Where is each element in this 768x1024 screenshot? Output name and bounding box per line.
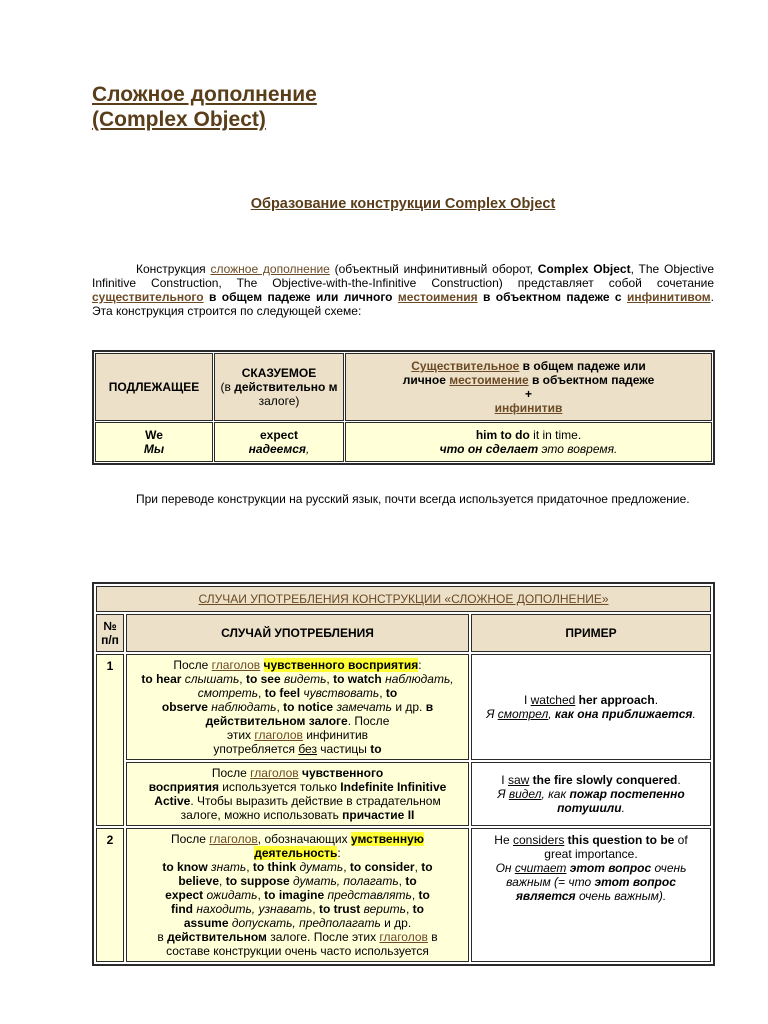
text: и др. [391, 700, 426, 714]
case-description [126, 762, 469, 826]
text: , [305, 442, 310, 456]
text: , [405, 902, 413, 916]
text: употребляется [213, 742, 299, 756]
text: , The Objective Infinitive Construction, The Objective-with-the-Infinitive Construction) представляет собой сочетание [92, 262, 715, 290]
text: believe [178, 874, 220, 888]
text: He [494, 833, 513, 847]
text: We [145, 428, 163, 442]
text: her approach [575, 693, 655, 707]
text: наблюдать, [381, 672, 454, 686]
text: , [398, 874, 406, 888]
text: причастие II [342, 808, 415, 822]
text: допускать, предполагать [228, 916, 381, 930]
text: частицы [316, 742, 371, 756]
section-subtitle[interactable]: Образование конструкции Complex Object [250, 196, 556, 212]
link-pronoun[interactable]: местоимения [397, 290, 478, 304]
text: this question to be [564, 833, 675, 847]
usage-table [92, 582, 715, 966]
text: , обозначающих [257, 832, 351, 846]
example-subject [95, 422, 213, 462]
text: Я [497, 787, 509, 801]
case-example [471, 762, 711, 826]
text: to [412, 902, 424, 916]
table-row [96, 828, 711, 962]
text: the fire slowly conquered [529, 773, 678, 787]
text: , [246, 860, 253, 874]
text: I [501, 773, 508, 787]
text: что он сделает [439, 442, 539, 456]
text: him to do [475, 428, 530, 442]
scheme-table [92, 350, 715, 465]
text: , как [541, 787, 570, 801]
text: думать, полагать [289, 874, 399, 888]
header-subject: ПОДЛЕЖАЩЕЕ [95, 353, 213, 421]
text: Complex Object [537, 262, 631, 276]
text: to [421, 860, 433, 874]
title-line-1: Сложное дополнение [92, 83, 317, 106]
text: Active [154, 794, 191, 808]
text: смотрел [497, 707, 549, 721]
text [260, 658, 263, 672]
usage-table-caption [96, 586, 711, 612]
text: to think [252, 860, 297, 874]
case-example [471, 828, 711, 962]
text: в общем падеже или личного [203, 290, 398, 304]
link-infinitive[interactable]: инфинитивом [627, 290, 711, 304]
text: , [379, 686, 386, 700]
text: это вовремя. [538, 442, 618, 456]
text: : [418, 658, 422, 672]
text: , [326, 672, 334, 686]
header-predicate [214, 353, 344, 421]
text: observe [161, 700, 208, 714]
usage-header-row [96, 614, 711, 652]
scheme-example-row [95, 422, 712, 462]
link-verbs[interactable]: глаголов [250, 766, 299, 780]
text: to see [245, 672, 281, 686]
text: наблюдать [207, 700, 277, 714]
text: личное [402, 373, 450, 387]
text: надеемся [248, 442, 306, 456]
case-example [471, 654, 711, 760]
scheme-header-row [95, 353, 712, 421]
header-number: № п/п [96, 614, 124, 652]
link-infinitive[interactable]: инфинитив [494, 401, 563, 415]
text: Конструкция [136, 262, 211, 276]
text: find [171, 902, 194, 916]
text: После [211, 766, 251, 780]
text: , [239, 672, 246, 686]
text: + [524, 387, 532, 401]
text: этих [226, 728, 255, 742]
text: , [257, 888, 265, 902]
text: , [411, 888, 419, 902]
page-title[interactable] [92, 82, 317, 132]
text: действительно м [234, 380, 338, 394]
text: используется только [218, 780, 341, 794]
intro-paragraph [92, 262, 714, 318]
translation-paragraph: При переводе конструкции на русский язык, почти всегда используется придаточное предложение. [136, 492, 690, 506]
text: Indefinite Infinitive [340, 780, 447, 794]
text: очень [651, 861, 687, 875]
row-number: 1 [96, 654, 124, 826]
text: expect [165, 888, 204, 902]
text: СКАЗУЕМОЕ [241, 366, 317, 380]
header-object [345, 353, 712, 421]
text: этот вопрос [566, 861, 652, 875]
case-description [126, 654, 469, 760]
text: , [548, 707, 555, 721]
text: I [523, 693, 531, 707]
text: залоге. После этих [266, 930, 380, 944]
text: to know [162, 860, 208, 874]
text: Я [486, 707, 498, 721]
text: считает [514, 861, 567, 875]
text: думать [296, 860, 344, 874]
usage-caption-link[interactable]: СЛУЧАИ УПОТРЕБЛЕНИЯ КОНСТРУКЦИИ «СЛОЖНОЕ ДОПОЛНЕНИЕ» [198, 592, 609, 606]
text: залоге) [258, 394, 300, 408]
text: в объектном падеже с [477, 290, 628, 304]
text: в [427, 930, 438, 944]
example-predicate [214, 422, 344, 462]
link-verbs[interactable]: глаголов [254, 728, 303, 742]
text: ожидать [203, 888, 258, 902]
text: слышать [181, 672, 240, 686]
case-description [126, 828, 469, 962]
text: to feel [264, 686, 301, 700]
text: , [276, 700, 284, 714]
link-verbs[interactable]: глаголов [379, 930, 428, 944]
text: верить [360, 902, 406, 916]
text: . Чтобы выразить действие в страдательном [190, 794, 441, 808]
text: После [173, 658, 212, 672]
text: чувственного восприятия [263, 658, 419, 672]
text: является [515, 889, 576, 903]
text: , [219, 874, 226, 888]
text: залоге, можно использовать [180, 808, 343, 822]
text: , [258, 686, 265, 700]
title-line-2: (Complex Object) [92, 108, 266, 131]
text: умственную [350, 832, 425, 846]
text: и др. [380, 916, 412, 930]
text: в [157, 930, 168, 944]
header-example: ПРИМЕР [471, 614, 711, 652]
example-object [345, 422, 712, 462]
text: Он [495, 861, 515, 875]
text: to [405, 874, 417, 888]
table-row [96, 762, 711, 826]
text: (объектный инфинитивный оборот, [329, 262, 538, 276]
link-verbs[interactable]: глаголов [211, 658, 261, 672]
header-case: СЛУЧАЙ УПОТРЕБЛЕНИЯ [126, 614, 469, 652]
text: to suppose [225, 874, 290, 888]
text: to [370, 742, 382, 756]
text: to notice [283, 700, 334, 714]
text: очень важным). [575, 889, 667, 903]
text: в общем падеже или [519, 359, 646, 373]
text: в [425, 700, 434, 714]
text: to [385, 686, 398, 700]
text: без [298, 742, 317, 756]
text: to [418, 888, 430, 902]
link-complex-object[interactable]: сложное дополнение [210, 262, 330, 276]
link-verbs[interactable]: глаголов [209, 832, 258, 846]
text: как она приближается [554, 707, 693, 721]
text: этот вопрос [594, 875, 676, 889]
text: of [674, 833, 688, 847]
text: . [654, 693, 659, 707]
text: замечать [333, 700, 392, 714]
text: . [692, 707, 696, 721]
text: , [414, 860, 422, 874]
text: saw [507, 773, 530, 787]
text: , [343, 860, 350, 874]
text: watched [530, 693, 576, 707]
text: действительном [167, 930, 267, 944]
text: to hear [141, 672, 182, 686]
text: видел [508, 787, 542, 801]
text: assume [183, 916, 229, 930]
text: expect [259, 428, 299, 442]
text: После [170, 832, 210, 846]
row-number: 2 [96, 828, 124, 962]
text: to trust [318, 902, 361, 916]
text: (в [220, 380, 235, 394]
text: Мы [143, 442, 165, 456]
text: considers [512, 833, 565, 847]
table-row [96, 654, 711, 760]
text: видеть [280, 672, 327, 686]
text: знать [207, 860, 247, 874]
text: , [312, 902, 319, 916]
text: . Эта конструкция строится по следующей схеме: [92, 290, 715, 318]
text: great importance. [544, 847, 638, 861]
text: в объектном падеже [528, 373, 655, 387]
text: to watch [333, 672, 382, 686]
text: смотреть [197, 686, 259, 700]
text: восприятия [148, 780, 219, 794]
text: деятельность [254, 846, 338, 860]
text: составе конструкции очень часто используется [166, 944, 429, 958]
text: инфинитив [302, 728, 369, 742]
text: потушили [557, 801, 622, 815]
text: it in time. [529, 428, 582, 442]
text: пожар постепенно [569, 787, 685, 801]
text: . [621, 801, 625, 815]
link-noun[interactable]: существительного [92, 290, 204, 304]
text: важным (= что [506, 875, 595, 889]
text: to consider [349, 860, 415, 874]
text: чувственного [298, 766, 384, 780]
text: представлять [324, 888, 412, 902]
text: чувствовать [300, 686, 380, 700]
text: to imagine [264, 888, 325, 902]
text: . После [347, 714, 390, 728]
text: действительном залоге [205, 714, 348, 728]
text: : [337, 846, 341, 860]
link-noun[interactable]: Существительное [411, 359, 520, 373]
text: . [677, 773, 681, 787]
text: находить, узнавать [193, 902, 313, 916]
link-pronoun[interactable]: местоимение [449, 373, 529, 387]
